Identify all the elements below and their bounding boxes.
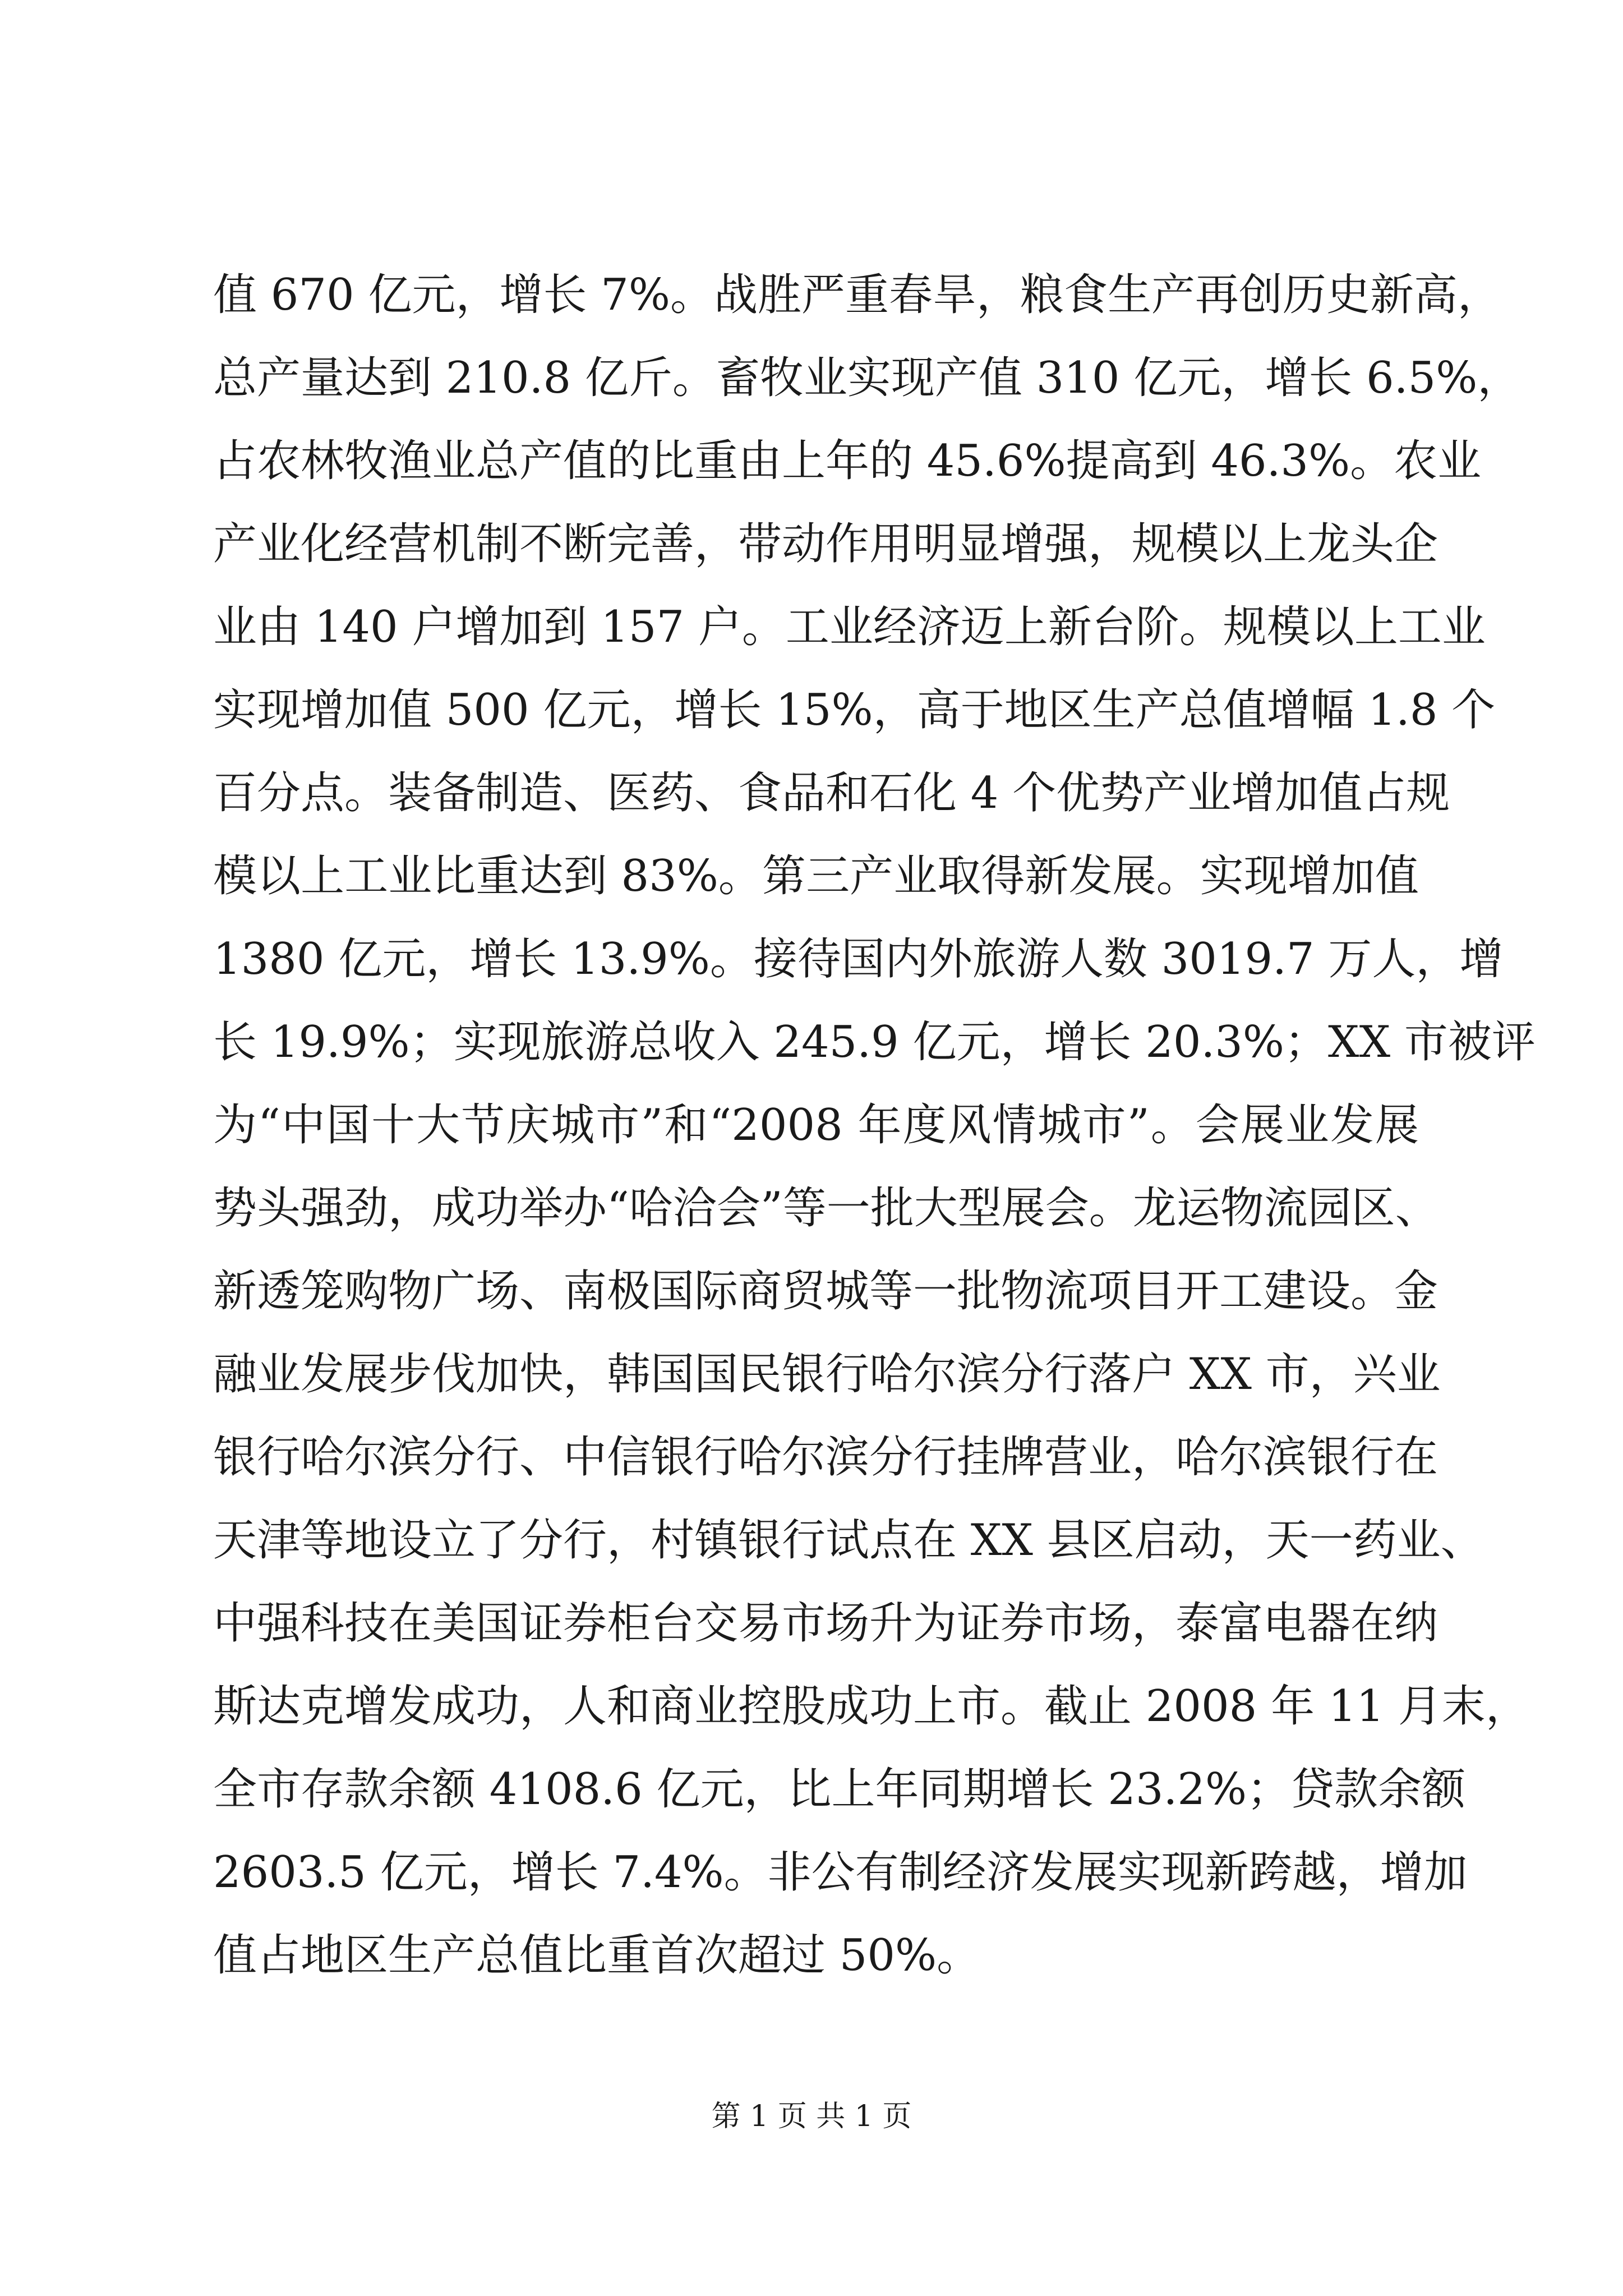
page-number-footer: 第 1 页 共 1 页 xyxy=(711,2100,912,2133)
text-line: 中强科技在美国证券柜台交易市场升为证券市场，泰富电器在纳 xyxy=(213,1598,1438,1649)
text-line: 天津等地设立了分行，村镇银行试点在 XX 县区启动，天一药业、 xyxy=(213,1515,1484,1566)
text-line: 实现增加值 500 亿元，增长 15%，高于地区生产总值增幅 1.8 个 xyxy=(213,685,1496,735)
text-line: 斯达克增发成功，人和商业控股成功上市。截止 2008 年 11 月末， xyxy=(213,1681,1529,1732)
text-line: 值占地区生产总值比重首次超过 50%。 xyxy=(213,1930,981,1981)
text-line: 融业发展步伐加快，韩国国民银行哈尔滨分行落户 XX 市，兴业 xyxy=(213,1349,1441,1400)
text-line: 为“中国十大节庆城市”和“2008 年度风情城市”。会展业发展 xyxy=(213,1100,1419,1151)
text-line: 势头强劲，成功举办“哈洽会”等一批大型展会。龙运物流园区、 xyxy=(213,1183,1439,1234)
text-line: 值 670 亿元，增长 7%。战胜严重春旱，粮食生产再创历史新高， xyxy=(213,270,1502,320)
text-line: 全市存款余额 4108.6 亿元，比上年同期增长 23.2%；贷款余额 xyxy=(213,1764,1466,1815)
text-line: 业由 140 户增加到 157 户。工业经济迈上新台阶。规模以上工业 xyxy=(213,602,1486,652)
text-line: 1380 亿元，增长 13.9%。接待国内外旅游人数 3019.7 万人，增 xyxy=(213,934,1504,984)
text-line: 新透笼购物广场、南极国际商贸城等一批物流项目开工建设。金 xyxy=(213,1266,1438,1317)
text-line: 百分点。装备制造、医药、食品和石化 4 个优势产业增加值占规 xyxy=(213,768,1450,818)
text-line: 银行哈尔滨分行、中信银行哈尔滨分行挂牌营业，哈尔滨银行在 xyxy=(213,1432,1438,1483)
text-line: 总产量达到 210.8 亿斤。畜牧业实现产值 310 亿元，增长 6.5%， xyxy=(213,353,1521,403)
text-line: 长 19.9%；实现旅游总收入 245.9 亿元，增长 20.3%；XX 市被评 xyxy=(213,1017,1536,1068)
text-line: 占农林牧渔业总产值的比重由上年的 45.6%提高到 46.3%。农业 xyxy=(213,436,1482,486)
text-line: 2603.5 亿元，增长 7.4%。非公有制经济发展实现新跨越，增加 xyxy=(213,1847,1468,1898)
text-line: 模以上工业比重达到 83%。第三产业取得新发展。实现增加值 xyxy=(213,851,1419,901)
text-line: 产业化经营机制不断完善，带动作用明显增强，规模以上龙头企 xyxy=(213,519,1438,569)
body-paragraph xyxy=(213,254,1536,1997)
